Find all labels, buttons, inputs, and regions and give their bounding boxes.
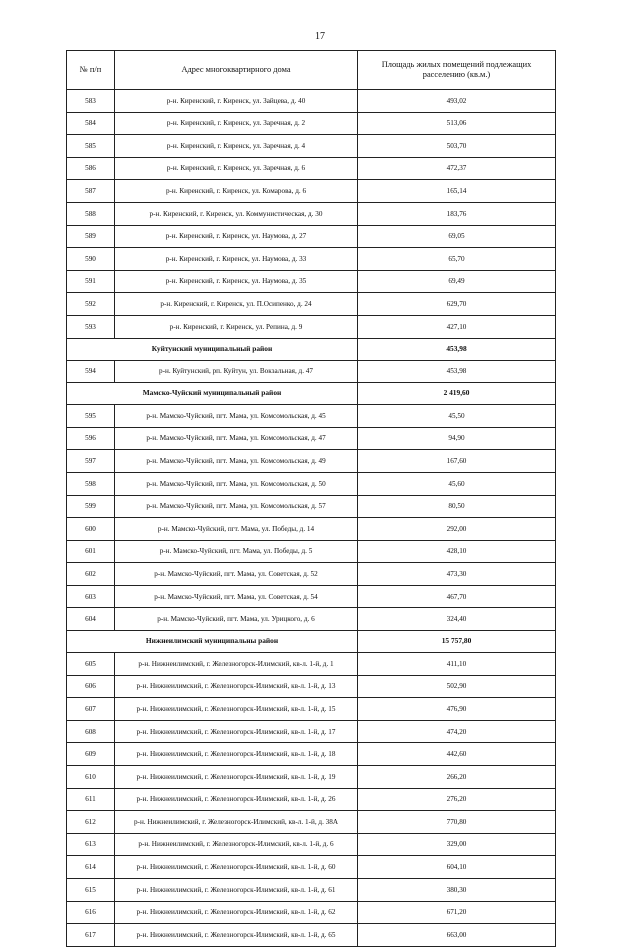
table-row xyxy=(67,450,556,473)
header-area: Площадь жилых помещений подлежащих расселению (кв.м.) xyxy=(358,51,556,90)
row-area: 502,90 xyxy=(358,675,556,698)
district-section-row xyxy=(67,631,556,653)
row-address: р-н. Нижнеилимский, г. Железногорск-Илимский, кв-л. 1-й, д. 13 xyxy=(115,675,358,698)
table-row xyxy=(67,720,556,743)
district-title: Нижнеилимский муниципальны район xyxy=(67,631,358,653)
row-number: 603 xyxy=(67,585,115,608)
row-number: 585 xyxy=(67,135,115,158)
table-row xyxy=(67,315,556,338)
row-area: 183,76 xyxy=(358,202,556,225)
table-row xyxy=(67,675,556,698)
row-area: 80,50 xyxy=(358,495,556,518)
row-number: 589 xyxy=(67,225,115,248)
row-area: 513,06 xyxy=(358,112,556,135)
table-row xyxy=(67,743,556,766)
row-address: р-н. Киренский, г. Киренск, ул. Комарова, д. 6 xyxy=(115,180,358,203)
header-address: Адрес многоквартирного дома xyxy=(115,51,358,90)
row-address: р-н. Мамско-Чуйский, пгт. Мама, ул. Советская, д. 52 xyxy=(115,563,358,586)
row-area: 380,30 xyxy=(358,879,556,902)
row-number: 614 xyxy=(67,856,115,879)
row-address: р-н. Киренский, г. Киренск, ул. П.Осипенко, д. 24 xyxy=(115,293,358,316)
table-row xyxy=(67,833,556,856)
row-number: 592 xyxy=(67,293,115,316)
table-row xyxy=(67,202,556,225)
row-number: 617 xyxy=(67,924,115,947)
row-address: р-н. Мамско-Чуйский, пгт. Мама, ул. Советская, д. 54 xyxy=(115,585,358,608)
row-number: 610 xyxy=(67,766,115,789)
row-area: 69,49 xyxy=(358,270,556,293)
row-area: 493,02 xyxy=(358,90,556,113)
table-row xyxy=(67,90,556,113)
row-area: 442,60 xyxy=(358,743,556,766)
row-number: 593 xyxy=(67,315,115,338)
row-address: р-н. Киренский, г. Киренск, ул. Коммунистическая, д. 30 xyxy=(115,202,358,225)
table-row xyxy=(67,135,556,158)
row-area: 165,14 xyxy=(358,180,556,203)
table-row xyxy=(67,248,556,271)
row-number: 602 xyxy=(67,563,115,586)
row-address: р-н. Мамско-Чуйский, пгт. Мама, ул. Победы, д. 14 xyxy=(115,518,358,541)
row-area: 503,70 xyxy=(358,135,556,158)
row-number: 612 xyxy=(67,811,115,834)
row-area: 476,90 xyxy=(358,698,556,721)
row-address: р-н. Нижнеилимский, г. Железногорск-Илимский, кв-л. 1-й, д. 62 xyxy=(115,901,358,924)
row-area: 324,40 xyxy=(358,608,556,631)
table-row xyxy=(67,653,556,676)
row-area: 770,80 xyxy=(358,811,556,834)
row-area: 45,60 xyxy=(358,472,556,495)
row-area: 266,20 xyxy=(358,766,556,789)
row-address: р-н. Киренский, г. Киренск, ул. Наумова, д. 35 xyxy=(115,270,358,293)
row-area: 474,20 xyxy=(358,720,556,743)
row-number: 609 xyxy=(67,743,115,766)
table-row xyxy=(67,157,556,180)
district-total-area: 453,98 xyxy=(358,338,556,360)
table-row xyxy=(67,293,556,316)
district-section-row xyxy=(67,383,556,405)
row-address: р-н. Мамско-Чуйский, пгт. Мама, ул. Урицкого, д. 6 xyxy=(115,608,358,631)
table-row xyxy=(67,901,556,924)
table-row xyxy=(67,495,556,518)
row-area: 329,00 xyxy=(358,833,556,856)
row-number: 584 xyxy=(67,112,115,135)
row-number: 590 xyxy=(67,248,115,271)
row-number: 594 xyxy=(67,360,115,383)
row-number: 598 xyxy=(67,472,115,495)
row-address: р-н. Мамско-Чуйский, пгт. Мама, ул. Комсомольская, д. 47 xyxy=(115,427,358,450)
row-number: 608 xyxy=(67,720,115,743)
row-number: 595 xyxy=(67,405,115,428)
row-number: 599 xyxy=(67,495,115,518)
row-number: 583 xyxy=(67,90,115,113)
housing-resettlement-table xyxy=(66,50,556,947)
district-title: Мамско-Чуйский муниципальный район xyxy=(67,383,358,405)
row-area: 427,10 xyxy=(358,315,556,338)
row-area: 671,20 xyxy=(358,901,556,924)
row-area: 453,98 xyxy=(358,360,556,383)
table-row xyxy=(67,924,556,947)
row-address: р-н. Нижнеилимский, г. Железногорск-Илимский, кв-л. 1-й, д. 38А xyxy=(115,811,358,834)
table-row xyxy=(67,405,556,428)
row-address: р-н. Нижнеилимский, г. Железногорск-Илимский, кв-л. 1-й, д. 60 xyxy=(115,856,358,879)
table-row xyxy=(67,811,556,834)
district-section-row xyxy=(67,338,556,360)
row-number: 597 xyxy=(67,450,115,473)
table-row xyxy=(67,518,556,541)
row-address: р-н. Киренский, г. Киренск, ул. Наумова, д. 27 xyxy=(115,225,358,248)
district-title: Куйтунский муниципальный район xyxy=(67,338,358,360)
row-area: 472,37 xyxy=(358,157,556,180)
row-number: 607 xyxy=(67,698,115,721)
row-address: р-н. Мамско-Чуйский, пгт. Мама, ул. Победы, д. 5 xyxy=(115,540,358,563)
row-address: р-н. Киренский, г. Киренск, ул. Заречная, д. 6 xyxy=(115,157,358,180)
row-address: р-н. Нижнеилимский, г. Железногорск-Илимский, кв-л. 1-й, д. 26 xyxy=(115,788,358,811)
row-area: 94,90 xyxy=(358,427,556,450)
table-row xyxy=(67,427,556,450)
row-address: р-н. Нижнеилимский, г. Железногорск-Илимский, кв-л. 1-й, д. 65 xyxy=(115,924,358,947)
row-area: 604,10 xyxy=(358,856,556,879)
row-number: 613 xyxy=(67,833,115,856)
row-address: р-н. Киренский, г. Киренск, ул. Заречная, д. 4 xyxy=(115,135,358,158)
row-address: р-н. Нижнеилимский, г. Железногорск-Илимский, кв-л. 1-й, д. 19 xyxy=(115,766,358,789)
table-row xyxy=(67,585,556,608)
row-number: 587 xyxy=(67,180,115,203)
table-row xyxy=(67,766,556,789)
row-area: 65,70 xyxy=(358,248,556,271)
row-address: р-н. Мамско-Чуйский, пгт. Мама, ул. Комсомольская, д. 49 xyxy=(115,450,358,473)
table-header-row xyxy=(67,51,556,90)
row-address: р-н. Мамско-Чуйский, пгт. Мама, ул. Комсомольская, д. 45 xyxy=(115,405,358,428)
row-address: р-н. Мамско-Чуйский, пгт. Мама, ул. Комсомольская, д. 50 xyxy=(115,472,358,495)
row-area: 428,10 xyxy=(358,540,556,563)
table-body xyxy=(67,90,556,947)
table-row xyxy=(67,856,556,879)
row-area: 45,50 xyxy=(358,405,556,428)
row-area: 411,10 xyxy=(358,653,556,676)
row-number: 615 xyxy=(67,879,115,902)
row-number: 591 xyxy=(67,270,115,293)
page-number: 17 xyxy=(315,31,325,42)
row-number: 600 xyxy=(67,518,115,541)
row-address: р-н. Киренский, г. Киренск, ул. Зайцева, д. 40 xyxy=(115,90,358,113)
table-row xyxy=(67,472,556,495)
row-address: р-н. Киренский, г. Киренск, ул. Репина, д. 9 xyxy=(115,315,358,338)
row-area: 467,70 xyxy=(358,585,556,608)
table-row xyxy=(67,608,556,631)
row-number: 606 xyxy=(67,675,115,698)
row-address: р-н. Киренский, г. Киренск, ул. Наумова, д. 33 xyxy=(115,248,358,271)
table-row xyxy=(67,270,556,293)
row-area: 167,60 xyxy=(358,450,556,473)
row-number: 605 xyxy=(67,653,115,676)
header-number: № п/п xyxy=(67,51,115,90)
row-address: р-н. Нижнеилимский, г. Железногорск-Илимский, кв-л. 1-й, д. 61 xyxy=(115,879,358,902)
row-area: 473,30 xyxy=(358,563,556,586)
district-total-area: 15 757,80 xyxy=(358,631,556,653)
table-row xyxy=(67,112,556,135)
row-address: р-н. Нижнеилимский, г. Железногорск-Илимский, кв-л. 1-й, д. 15 xyxy=(115,698,358,721)
table-row xyxy=(67,879,556,902)
district-total-area: 2 419,60 xyxy=(358,383,556,405)
row-number: 601 xyxy=(67,540,115,563)
row-number: 604 xyxy=(67,608,115,631)
row-number: 586 xyxy=(67,157,115,180)
table-row xyxy=(67,180,556,203)
table-row xyxy=(67,698,556,721)
row-area: 69,05 xyxy=(358,225,556,248)
row-number: 596 xyxy=(67,427,115,450)
row-address: р-н. Нижнеилимский, г. Железногорск-Илимский, кв-л. 1-й, д. 17 xyxy=(115,720,358,743)
row-address: р-н. Нижнеилимский, г. Железногорск-Илимский, кв-л. 1-й, д. 18 xyxy=(115,743,358,766)
row-area: 292,00 xyxy=(358,518,556,541)
table-row xyxy=(67,563,556,586)
row-number: 588 xyxy=(67,202,115,225)
row-area: 663,00 xyxy=(358,924,556,947)
row-address: р-н. Нижнеилимский, г. Железногорск-Илимский, кв-л. 1-й, д. 6 xyxy=(115,833,358,856)
table-row xyxy=(67,360,556,383)
row-address: р-н. Нижнеилимский, г. Железногорск-Илимский, кв-л. 1-й, д. 1 xyxy=(115,653,358,676)
row-address: р-н. Мамско-Чуйский, пгт. Мама, ул. Комсомольская, д. 57 xyxy=(115,495,358,518)
table-row xyxy=(67,225,556,248)
row-area: 629,70 xyxy=(358,293,556,316)
row-address: р-н. Киренский, г. Киренск, ул. Заречная, д. 2 xyxy=(115,112,358,135)
table-row xyxy=(67,540,556,563)
row-number: 616 xyxy=(67,901,115,924)
row-address: р-н. Куйтунский, рп. Куйтун, ул. Вокзальная, д. 47 xyxy=(115,360,358,383)
table-row xyxy=(67,788,556,811)
row-area: 276,20 xyxy=(358,788,556,811)
row-number: 611 xyxy=(67,788,115,811)
